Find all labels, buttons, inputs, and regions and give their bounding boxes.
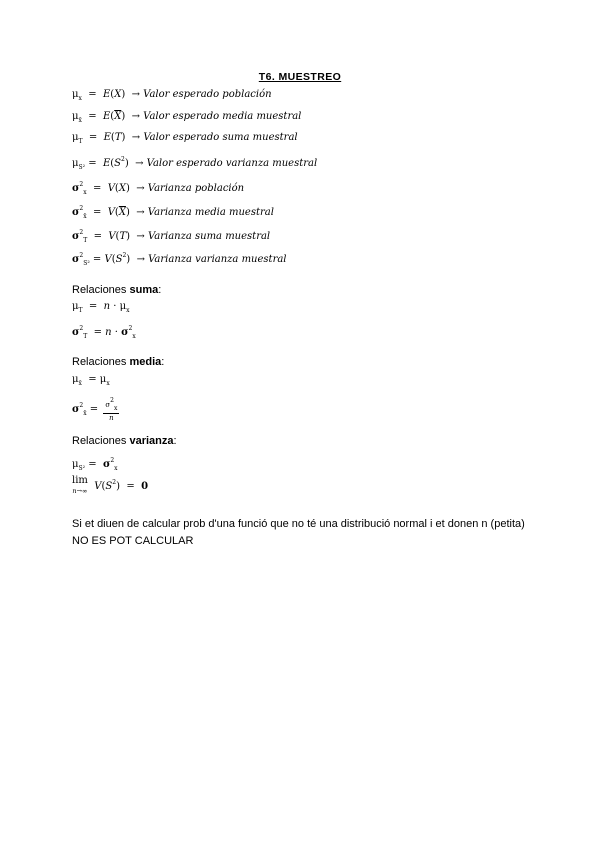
formula-line-1: $\mu_x = E(X)$ → Valor esperado población [72,89,272,102]
formula-line-4: $\mu_{S^2} = E(S^2)$ → Valor esperado varianza muestral [72,156,318,171]
formula-desc-1: → Valor esperado población [131,89,272,100]
formula-line-2: $\mu_{x̄} = E(\overline{X})$ → Valor esperado media muestral [72,111,302,124]
section-colon: : [158,284,162,296]
formula-line-8: $\sigma^2_{S^2} = V(S^2)$ → Varianza varianza muestral [72,252,287,267]
formula-desc-7: → Varianza suma muestral [136,231,271,242]
section-heading-varianza [72,435,177,447]
formula-desc-5: → Varianza población [136,183,245,194]
section-bold: media [129,356,162,368]
relation-suma-mean: $\mu_T = n \cdot \mu_x$ [72,301,130,314]
note-paragraph: Si et diuen de calcular prob d'una funció que no té una distribució normal i et donen n (petita) NO ES POT CALCULAR [72,518,525,547]
formula-line-3: $\mu_T = E(T)$ → Valor esperado suma muestral [72,132,298,145]
relation-varianza-limit: lim n→∞ $V(S^2) = 0$ [72,475,149,495]
formula-line-7: $\sigma^2_T = V(T)$ → Varianza suma muestral [72,229,271,244]
formula-desc-4: → Valor esperado varianza muestral [135,158,318,169]
section-colon: : [173,435,177,447]
section-colon: : [161,356,165,368]
section-heading-suma [72,284,161,296]
section-prefix: Relaciones [72,284,130,296]
limit-value: 0 [141,481,149,492]
formula-desc-6: → Varianza media muestral [136,207,274,218]
section-bold: varianza [129,435,174,447]
section-bold: suma [129,284,159,296]
section-prefix: Relaciones [72,356,130,368]
relation-suma-variance: $\sigma^2_T = n \cdot \sigma^2_x$ [72,325,136,340]
relation-media-variance: $\sigma^2_{x̄}$ = $\frac{\sigma^2_x}{n}$ [72,397,118,422]
formula-desc-2: → Valor esperado media muestral [131,111,302,122]
section-prefix: Relaciones [72,435,130,447]
formula-desc-8: → Varianza varianza muestral [136,254,287,265]
formula-line-6: $\sigma^2_{x̄} = V(\overline{X})$ → Varianza media muestral [72,205,274,220]
section-heading-media [72,356,164,368]
relation-media-mean: $\mu_{x̄} = \mu_x$ [72,374,110,387]
formula-line-5: $\sigma^2_x = V(X)$ → Varianza población [72,181,245,196]
formula-desc-3: → Valor esperado suma muestral [131,132,298,143]
relation-varianza-mean: $\mu_{S^2} = \sigma^2_x$ [72,457,118,472]
page-title: T6. MUESTREO [258,71,342,83]
